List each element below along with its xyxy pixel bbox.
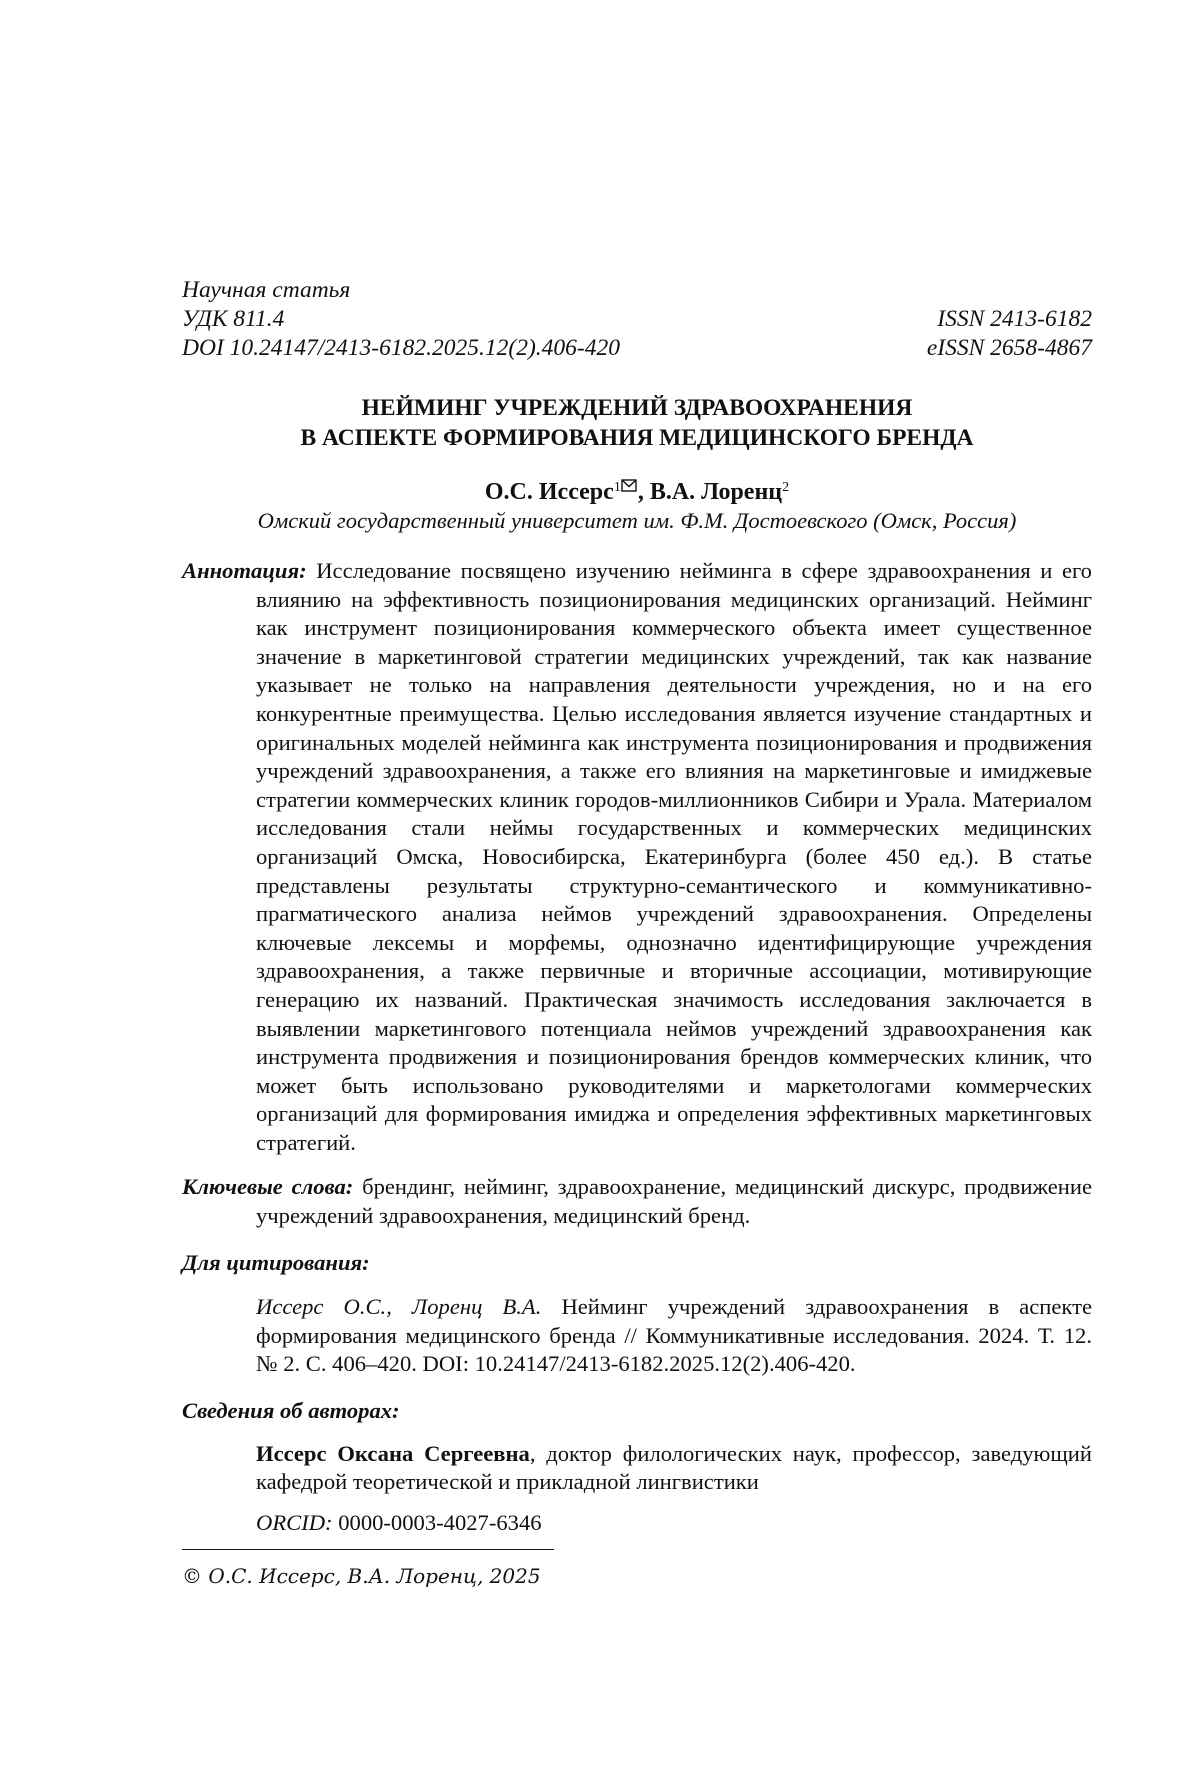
article-title [182, 393, 1092, 453]
citation-authors: Иссерс О.С., Лоренц В.А. [256, 1294, 542, 1320]
eissn: eISSN 2658-4867 [926, 335, 1092, 361]
citation-block [182, 1293, 1092, 1379]
meta-row-type [182, 276, 1092, 305]
doi: DOI 10.24147/2413-6182.2025.12(2).406-420 [182, 335, 620, 361]
author-description: , доктор филологических наук, профессор, заведующий кафедрой теоретической и прикладной лингвистики [256, 1440, 1092, 1495]
meta-row-doi [182, 334, 1092, 363]
affiliation: Омский государственный университет им. Ф.М. Достоевского (Омск, Россия) [257, 508, 1017, 533]
udc-code: УДК 811.4 [182, 306, 285, 332]
copyright: © О.С. Иссерс, В.А. Лоренц, 2025 [182, 1564, 541, 1589]
author-info-block [182, 1440, 1092, 1497]
citation-label: Для цитирования: [182, 1249, 370, 1275]
author-1-affiliation-mark: 1 [614, 480, 638, 495]
article-meta [182, 276, 1092, 363]
orcid-value: 0000-0003-4027-6346 [338, 1509, 542, 1535]
authors-line [182, 477, 1092, 507]
author-2-affiliation-mark: 2 [782, 480, 790, 495]
abstract [182, 557, 1092, 1157]
orcid [182, 1509, 1092, 1538]
orcid-label: ORCID: [256, 1509, 333, 1535]
author-info-label: Сведения об авторах: [182, 1398, 400, 1424]
abstract-text: Исследование посвящено изучению нейминга в сфере здравоохранения и его влиянию на эффективность позиционирования медицинских организаций. Нейминг как инструмент позиционирования коммерческого объекта имеет существенное значение в маркетинговой стратегии медицинских учреждений, так как название указывает не только на направления деятельности учреждения, но и на его конкурентные преимущества. Целью исследования является изучение стандартных и оригинальных моделей нейминга как инструмента позиционирования и продвижения учреждений здравоохранения, а также его влияния на маркетинговые и имиджевые стратегии коммерческих клиник городов-миллионников Сибири и Урала. Материалом исследования стали неймы государственных и коммерческих медицинских организаций Омска, Новосибирска, Екатеринбурга (более 450 ед.). В статье представлены результаты структурно-семантического и коммуникативно-прагматического анализа неймов учреждений здравоохранения. Определены ключевые лексемы и морфемы, однозначно идентифицирующие учреждения здравоохранения, а также первичные и вторичные ассоциации, мотивирующие генерацию их названий. Практическая значимость исследования заключается в выявлении маркетингового потенциала неймов учреждений здравоохранения как инструмента продвижения и позиционирования брендов коммерческих клиник, что может быть использовано руководителями и маркетологами коммерческих организаций для формирования имиджа и определения эффективных маркетинговых стратегий. [256, 558, 1092, 1155]
keywords-label: Ключевые слова: [182, 1174, 354, 1200]
article-page [182, 276, 1092, 1590]
abstract-label: Аннотация: [182, 558, 307, 583]
meta-row-udc [182, 305, 1092, 334]
citation-text: Нейминг учреждений здравоохранения в аспекте формирования медицинского бренда // Коммуникативные исследования. 2024. Т. 12. № 2. С. 406–420. DOI: 10.24147/2413-6182.2025.12(2).406-420. [256, 1294, 1092, 1377]
envelope-icon [621, 474, 637, 504]
issn: ISSN 2413-6182 [937, 306, 1092, 332]
keywords-text: брендинг, нейминг, здравоохранение, медицинский дискурс, продвижение учреждений здравоохранения, медицинский бренд. [256, 1174, 1092, 1229]
author-full-name: Иссерс Оксана Сергеевна [256, 1440, 530, 1466]
authors-separator: , [637, 479, 650, 505]
author-1: О.С. Иссерс [484, 479, 614, 505]
title-line-2: В АСПЕКТЕ ФОРМИРОВАНИЯ МЕДИЦИНСКОГО БРЕНДА [300, 425, 974, 451]
author-2: В.А. Лоренц [649, 479, 783, 505]
article-type: Научная статья [182, 277, 351, 303]
title-line-1: НЕЙМИНГ УЧРЕЖДЕНИЙ ЗДРАВООХРАНЕНИЯ [361, 395, 913, 421]
footnote-divider [182, 1549, 554, 1550]
keywords [182, 1173, 1092, 1230]
